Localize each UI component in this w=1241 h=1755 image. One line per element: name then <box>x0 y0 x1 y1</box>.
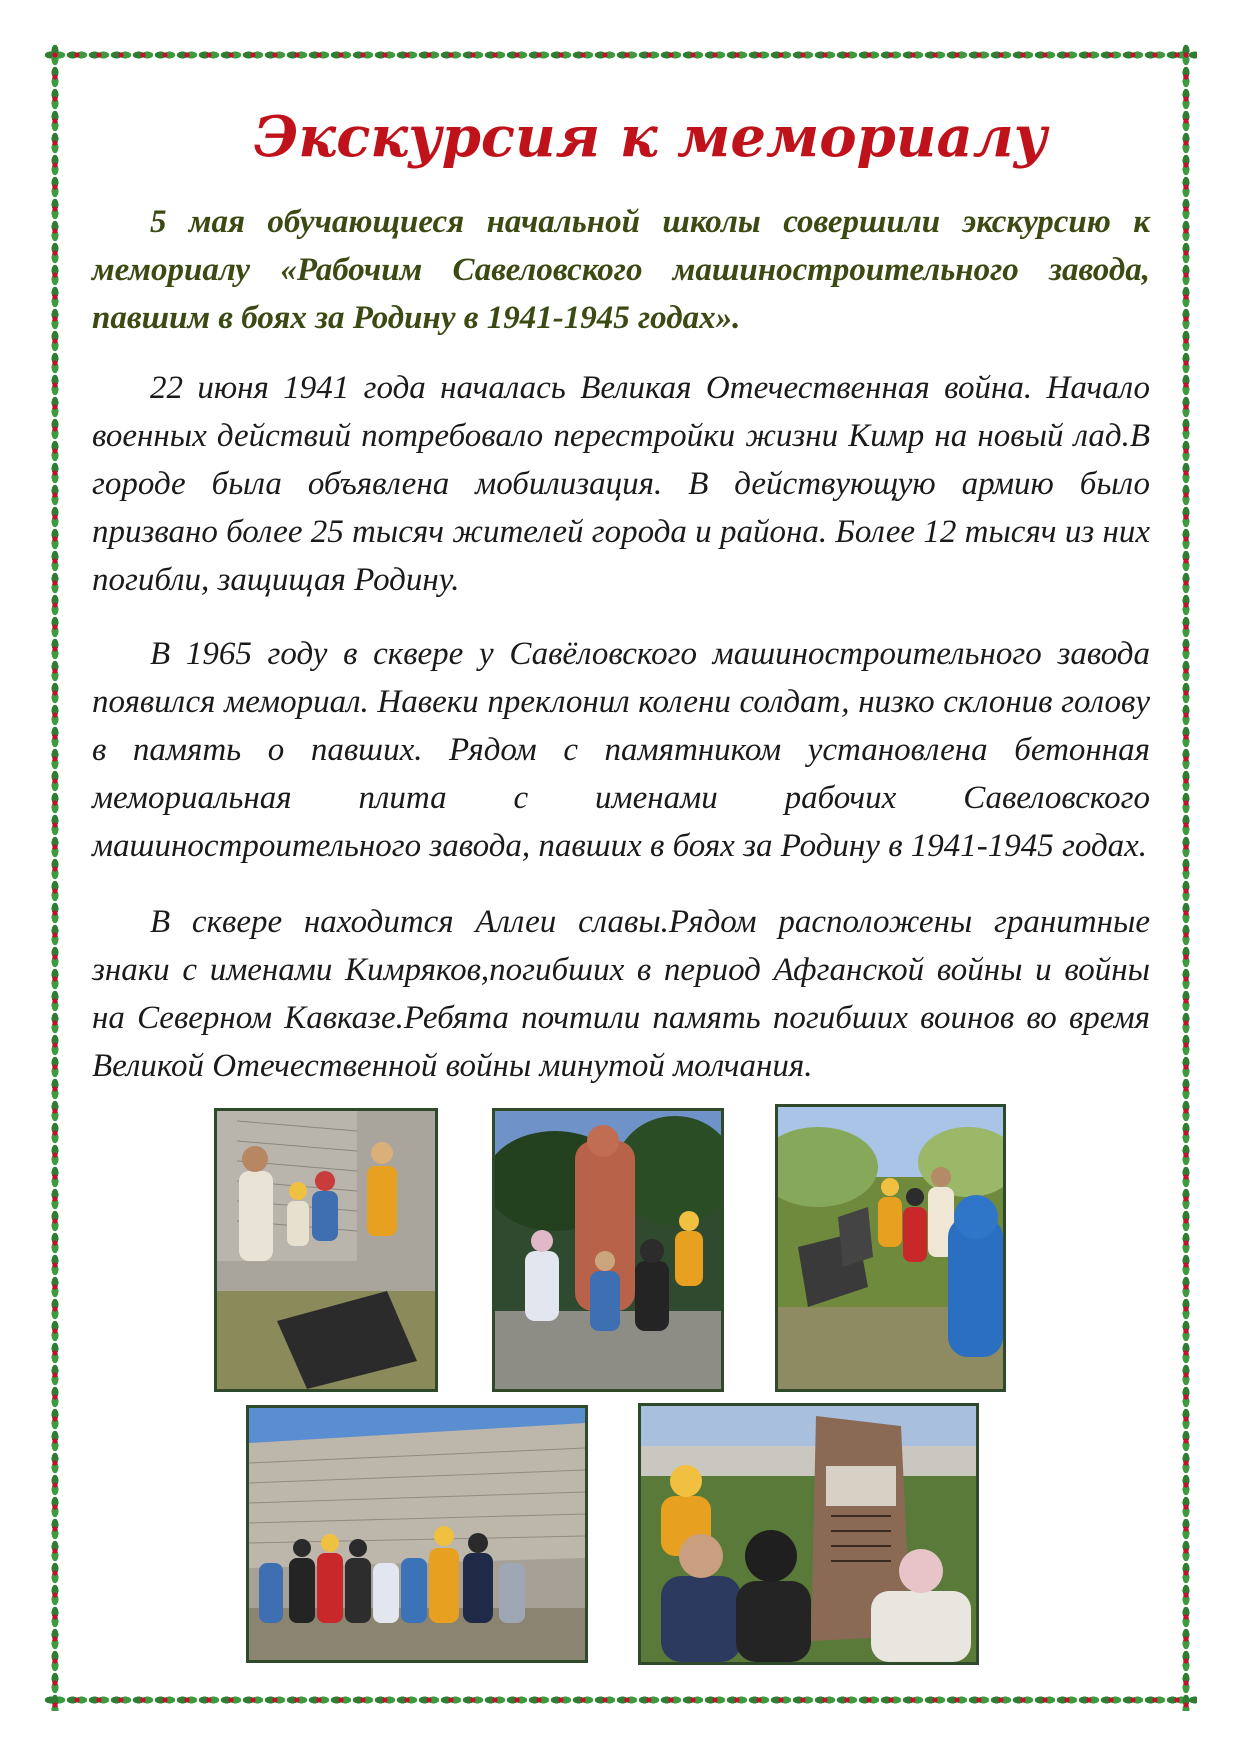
soldier-statue-children-photo <box>492 1108 724 1392</box>
holly-border-right <box>1175 44 1197 1711</box>
granite-sign-children-photo <box>638 1403 979 1665</box>
page-title: Экскурсия к мемориалу <box>253 104 1048 170</box>
memorial-plaque-wall-photo <box>246 1405 588 1663</box>
paragraph-war-start: 22 июня 1941 года началась Великая Отечественная война. Начало военных действий потребовало перестройки жизни Кимр на новый лад.В городе была объявлена мобилизация. В действующую армию было призвано более 25 тысяч жителей города и района. Более 12 тысяч из них погибли, защищая Родину. <box>92 370 1150 598</box>
memorial-wall-children-photo <box>214 1108 438 1392</box>
alley-of-glory-signs-photo <box>775 1104 1006 1392</box>
paragraph-memorial: В 1965 году в сквере у Савёловского машиностроительного завода появился мемориал. Навеки преклонил колени солдат, низко склонив голову в память о павших. Рядом с памятником установлена бетонная мемориальная плита с именами рабочих Савеловского машиностроительного завода, павших в боях за Родину в 1941-1945 годах. <box>92 636 1150 864</box>
lead-paragraph: 5 мая обучающиеся начальной школы совершили экскурсию к мемориалу «Рабочим Савеловского машиностроительного завода, павшим в боях за Родину в 1941-1945 годах». <box>92 204 1150 336</box>
paragraph-alley-of-glory: В сквере находится Аллеи славы.Рядом расположены гранитные знаки с именами Кимряков,погибших в период Афганской войны и войны на Северном Кавказе.Ребята почтили память погибших воинов во время Великой Отечественной войны минутой молчания. <box>92 904 1150 1084</box>
holly-border-bottom <box>44 1689 1197 1711</box>
holly-border-left <box>44 44 66 1711</box>
holly-border-top <box>44 44 1197 66</box>
